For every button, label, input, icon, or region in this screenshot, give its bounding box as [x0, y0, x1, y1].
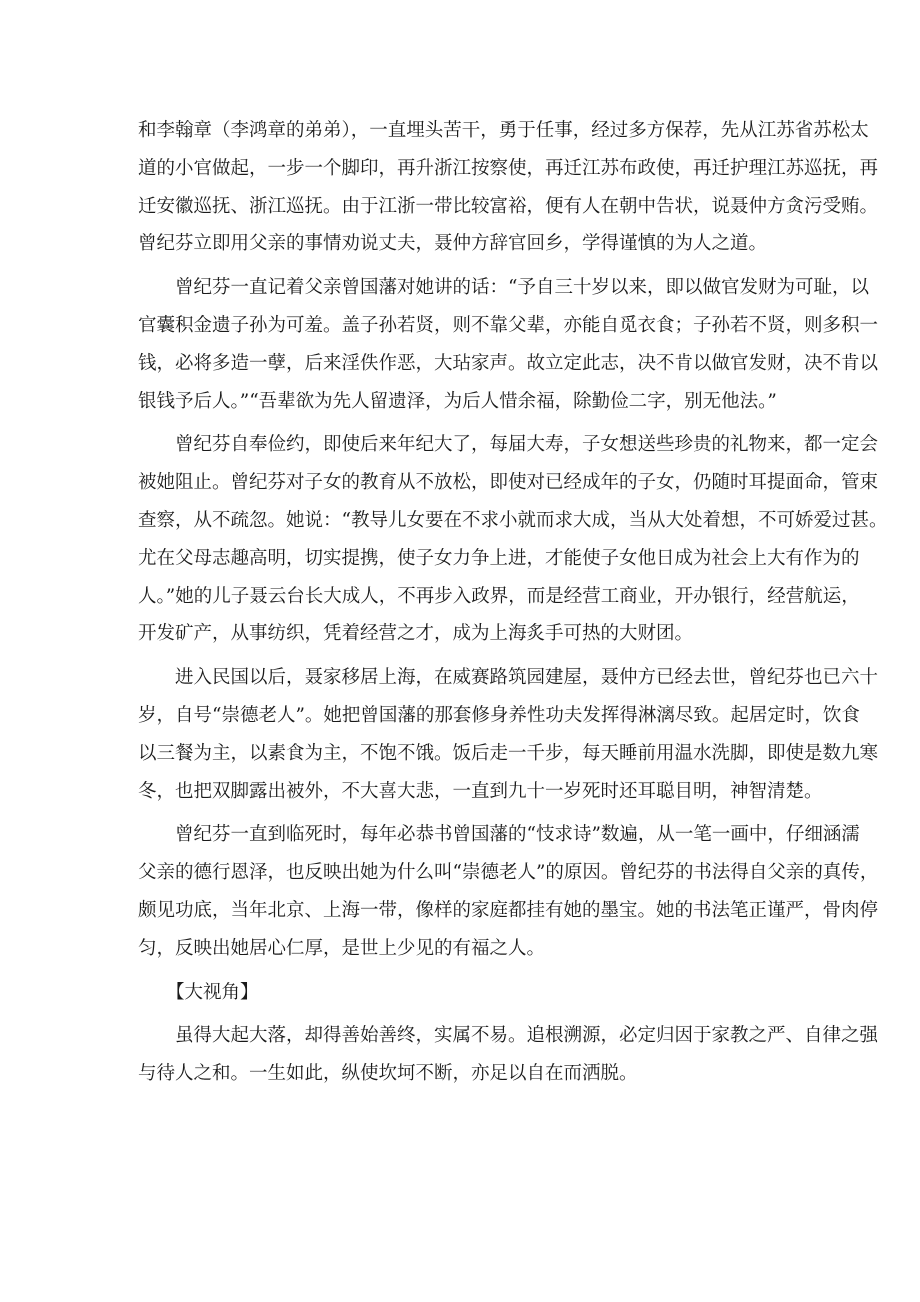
- text-line: 与待人之和。一生如此，纵使坎坷不断，亦足以自在而洒脱。: [138, 1063, 638, 1085]
- text-line: 人。”她的儿子聂云台长大成人，不再步入政界，而是经营工商业，开办银行，经营航运，: [138, 585, 860, 607]
- text-line: 曾纪芬立即用父亲的事情劝说丈夫，聂仲方辞官回乡，学得谨慎的为人之道。: [138, 233, 768, 255]
- text-line: 银钱予后人。”“吾辈欲为先人留遗泽，为后人惜余福，除勤俭二字，别无他法。”: [138, 390, 777, 412]
- text-line: 颇见功底，当年北京、上海一带，像样的家庭都挂有她的墨宝。她的书法笔正谨严，骨肉停: [138, 899, 879, 921]
- paragraph-1: [138, 112, 879, 263]
- text-line: 匀，反映出她居心仁厚，是世上少见的有福之人。: [138, 937, 546, 959]
- text-line: 岁，自号“崇德老人”。她把曾国藩的那套修身养性功夫发挥得淋漓尽致。起居定时，饮食: [138, 704, 860, 726]
- section-heading-text: 【大视角】: [166, 981, 259, 1003]
- text-line: 钱，必将多造一孽，后来淫佚作恶，大玷家声。故立定此志，决不肯以做官发财，决不肯以: [138, 352, 879, 374]
- text-line: 父亲的德行恩泽，也反映出她为什么叫“崇德老人”的原因。曾纪芬的书法得自父亲的真传，: [138, 862, 879, 884]
- paragraph-5: [138, 816, 879, 967]
- text-line: 和李翰章（李鸿章的弟弟），一直埋头苦干，勇于任事，经过多方保荐，先从江苏省苏松太: [138, 120, 869, 141]
- text-line: 曾纪芬一直到临死时，每年必恭书曾国藩的“忮求诗”数遍，从一笔一画中，仔细涵濡: [175, 824, 860, 846]
- text-line: 查察，从不疏忽。她说：“教导儿女要在不求小就而求大成，当从大处着想，不可娇爱过甚。: [138, 509, 888, 531]
- paragraph-2: [138, 269, 879, 420]
- text-line: 曾纪芬自奉俭约，即使后来年纪大了，每届大寿，子女想送些珍贵的礼物来，都一定会: [175, 434, 879, 456]
- text-line: 进入民国以后，聂家移居上海，在威赛路筑园建屋，聂仲方已经去世，曾纪芬也已六十: [175, 667, 879, 689]
- text-line: 开发矿产，从事纺织，凭着经营之才，成为上海炙手可热的大财团。: [138, 623, 694, 645]
- text-line: 曾纪芬一直记着父亲曾国藩对她讲的话：“予自三十岁以来，即以做官发财为可耻，以: [175, 277, 869, 299]
- text-line: 道的小官做起，一步一个脚印，再升浙江按察使，再迁江苏布政使，再迁护理江苏巡抚，再: [138, 157, 879, 179]
- paragraph-6: [138, 1017, 879, 1093]
- text-line: 虽得大起大落，却得善始善终，实属不易。追根溯源，必定归因于家教之严、自律之强: [175, 1025, 879, 1047]
- text-line: 尤在父母志趣高明，切实提携，使子女力争上进，才能使子女他日成为社会上大有作为的: [138, 547, 860, 569]
- document-body: [138, 112, 888, 1093]
- section-heading: [138, 974, 790, 1012]
- text-line: 被她阻止。曾纪芬对子女的教育从不放松，即使对已经成年的子女，仍随时耳提面命，管束: [138, 472, 879, 494]
- paragraph-3: [138, 426, 888, 653]
- paragraph-4: [138, 659, 879, 810]
- text-line: 冬，也把双脚露出被外，不大喜大悲，一直到九十一岁死时还耳聪目明，神智清楚。: [138, 780, 823, 802]
- text-line: 官囊积金遗子孙为可羞。盖子孙若贤，则不靠父辈，亦能自觅衣食；子孙若不贤，则多积一: [138, 314, 879, 336]
- text-line: 迁安徽巡抚、浙江巡抚。由于江浙一带比较富裕，便有人在朝中告状，说聂仲方贪污受贿。: [138, 195, 879, 217]
- text-line: 以三餐为主，以素食为主，不饱不饿。饭后走一千步，每天睡前用温水洗脚，即使是数九寒: [138, 742, 879, 764]
